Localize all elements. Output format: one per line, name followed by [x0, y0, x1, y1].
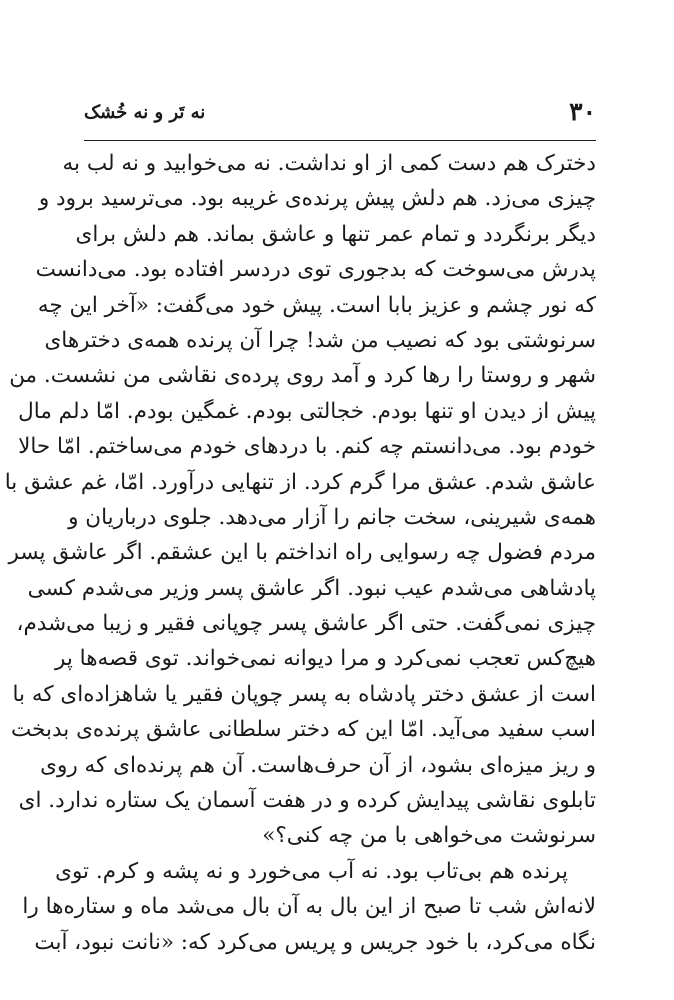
text-line: مردم فضول چه رسوایی راه انداختم با این عشقم. اگر عاشق پسر: [8, 540, 596, 566]
text-line: پیش از دیدن او تنها بودم. خجالتی بودم. غمگین بودم. امّا دلم مال: [18, 398, 596, 424]
text-line: پرنده هم بی‌تاب بود. نه آب می‌خورد و نه پشه و کرم. توی: [55, 858, 568, 884]
text-line: چیزی می‌زد. هم دلش پیش پرنده‌ی غریبه بود. می‌ترسید برود و: [38, 186, 596, 212]
text-line: همه‌ی شیرینی، سخت جانم را آزار می‌دهد. جلوی درباریان و: [68, 504, 596, 530]
header-rule: [84, 140, 596, 141]
text-line: شهر و روستا را رها کرد و آمد روی پرده‌ی نقاشی من نشست. من: [9, 363, 596, 389]
text-line: هیچ‌کس تعجب نمی‌کرد و مرا دیوانه نمی‌خواند. توی قصه‌ها پر: [54, 646, 596, 672]
text-line: دخترک هم دست کمی از او نداشت. نه می‌خوابید و نه لب به: [62, 151, 596, 176]
text-line: دیگر برنگردد و تمام عمر تنها و عاشق بماند. هم دلش برای: [75, 221, 596, 247]
text-line: اسب سفید می‌آید. امّا این که دختر سلطانی عاشق پرنده‌ی بدبخت: [11, 717, 596, 743]
text-line: خودم بود. می‌دانستم چه کنم. با دردهای خودم می‌ساختم. امّا حالا: [18, 434, 596, 460]
text-line: لانه‌اش شب تا صبح از این بال به آن بال می‌شد ماه و ستاره‌ها را: [22, 894, 596, 920]
text-line: چیزی نمی‌گفت. حتی اگر عاشق پسر چوپانی فقیر و زیبا می‌شدم،: [16, 611, 596, 637]
text-line: سرنوشت می‌خواهی با من چه کنی؟»: [262, 823, 596, 849]
text-line: عاشق شدم. عشق مرا گرم کرد. از تنهایی درآورد. امّا، غم عشق با: [4, 469, 596, 495]
page-header: [84, 96, 596, 138]
body-text: [4, 146, 596, 960]
text-line: پادشاهی می‌شدم عیب نبود. اگر عاشق پسر وزیر می‌شدم کسی: [27, 575, 596, 601]
page-number: ۳۰: [569, 97, 596, 126]
text-line: تابلوی نقاشی پیدایش کرده و در هفت آسمان یک ستاره ندارد. ای: [18, 788, 596, 814]
text-line: و ریز میزه‌ای بشود، از آن حرف‌هاست. آن هم پرنده‌ای که روی: [40, 752, 596, 778]
text-line: که نور چشم و عزیز بابا است. پیش خود می‌گفت: «آخر این چه: [37, 292, 596, 318]
text-line: سرنوشتی بود که نصیب من شد! چرا آن پرنده همه‌ی دخترهای: [44, 327, 596, 353]
running-title: نه تَر و نه خُشک: [84, 102, 206, 123]
text-line: نگاه می‌کرد، با خود جریس و پریس می‌کرد که: «نانت نبود، آبت: [34, 929, 596, 955]
text-line: پدرش می‌سوخت که بدجوری توی دردسر افتاده بود. می‌دانست: [35, 257, 596, 283]
text-line: است از عشق دختر پادشاه به پسر چوپان فقیر یا شاهزاده‌ای که با: [12, 681, 596, 707]
